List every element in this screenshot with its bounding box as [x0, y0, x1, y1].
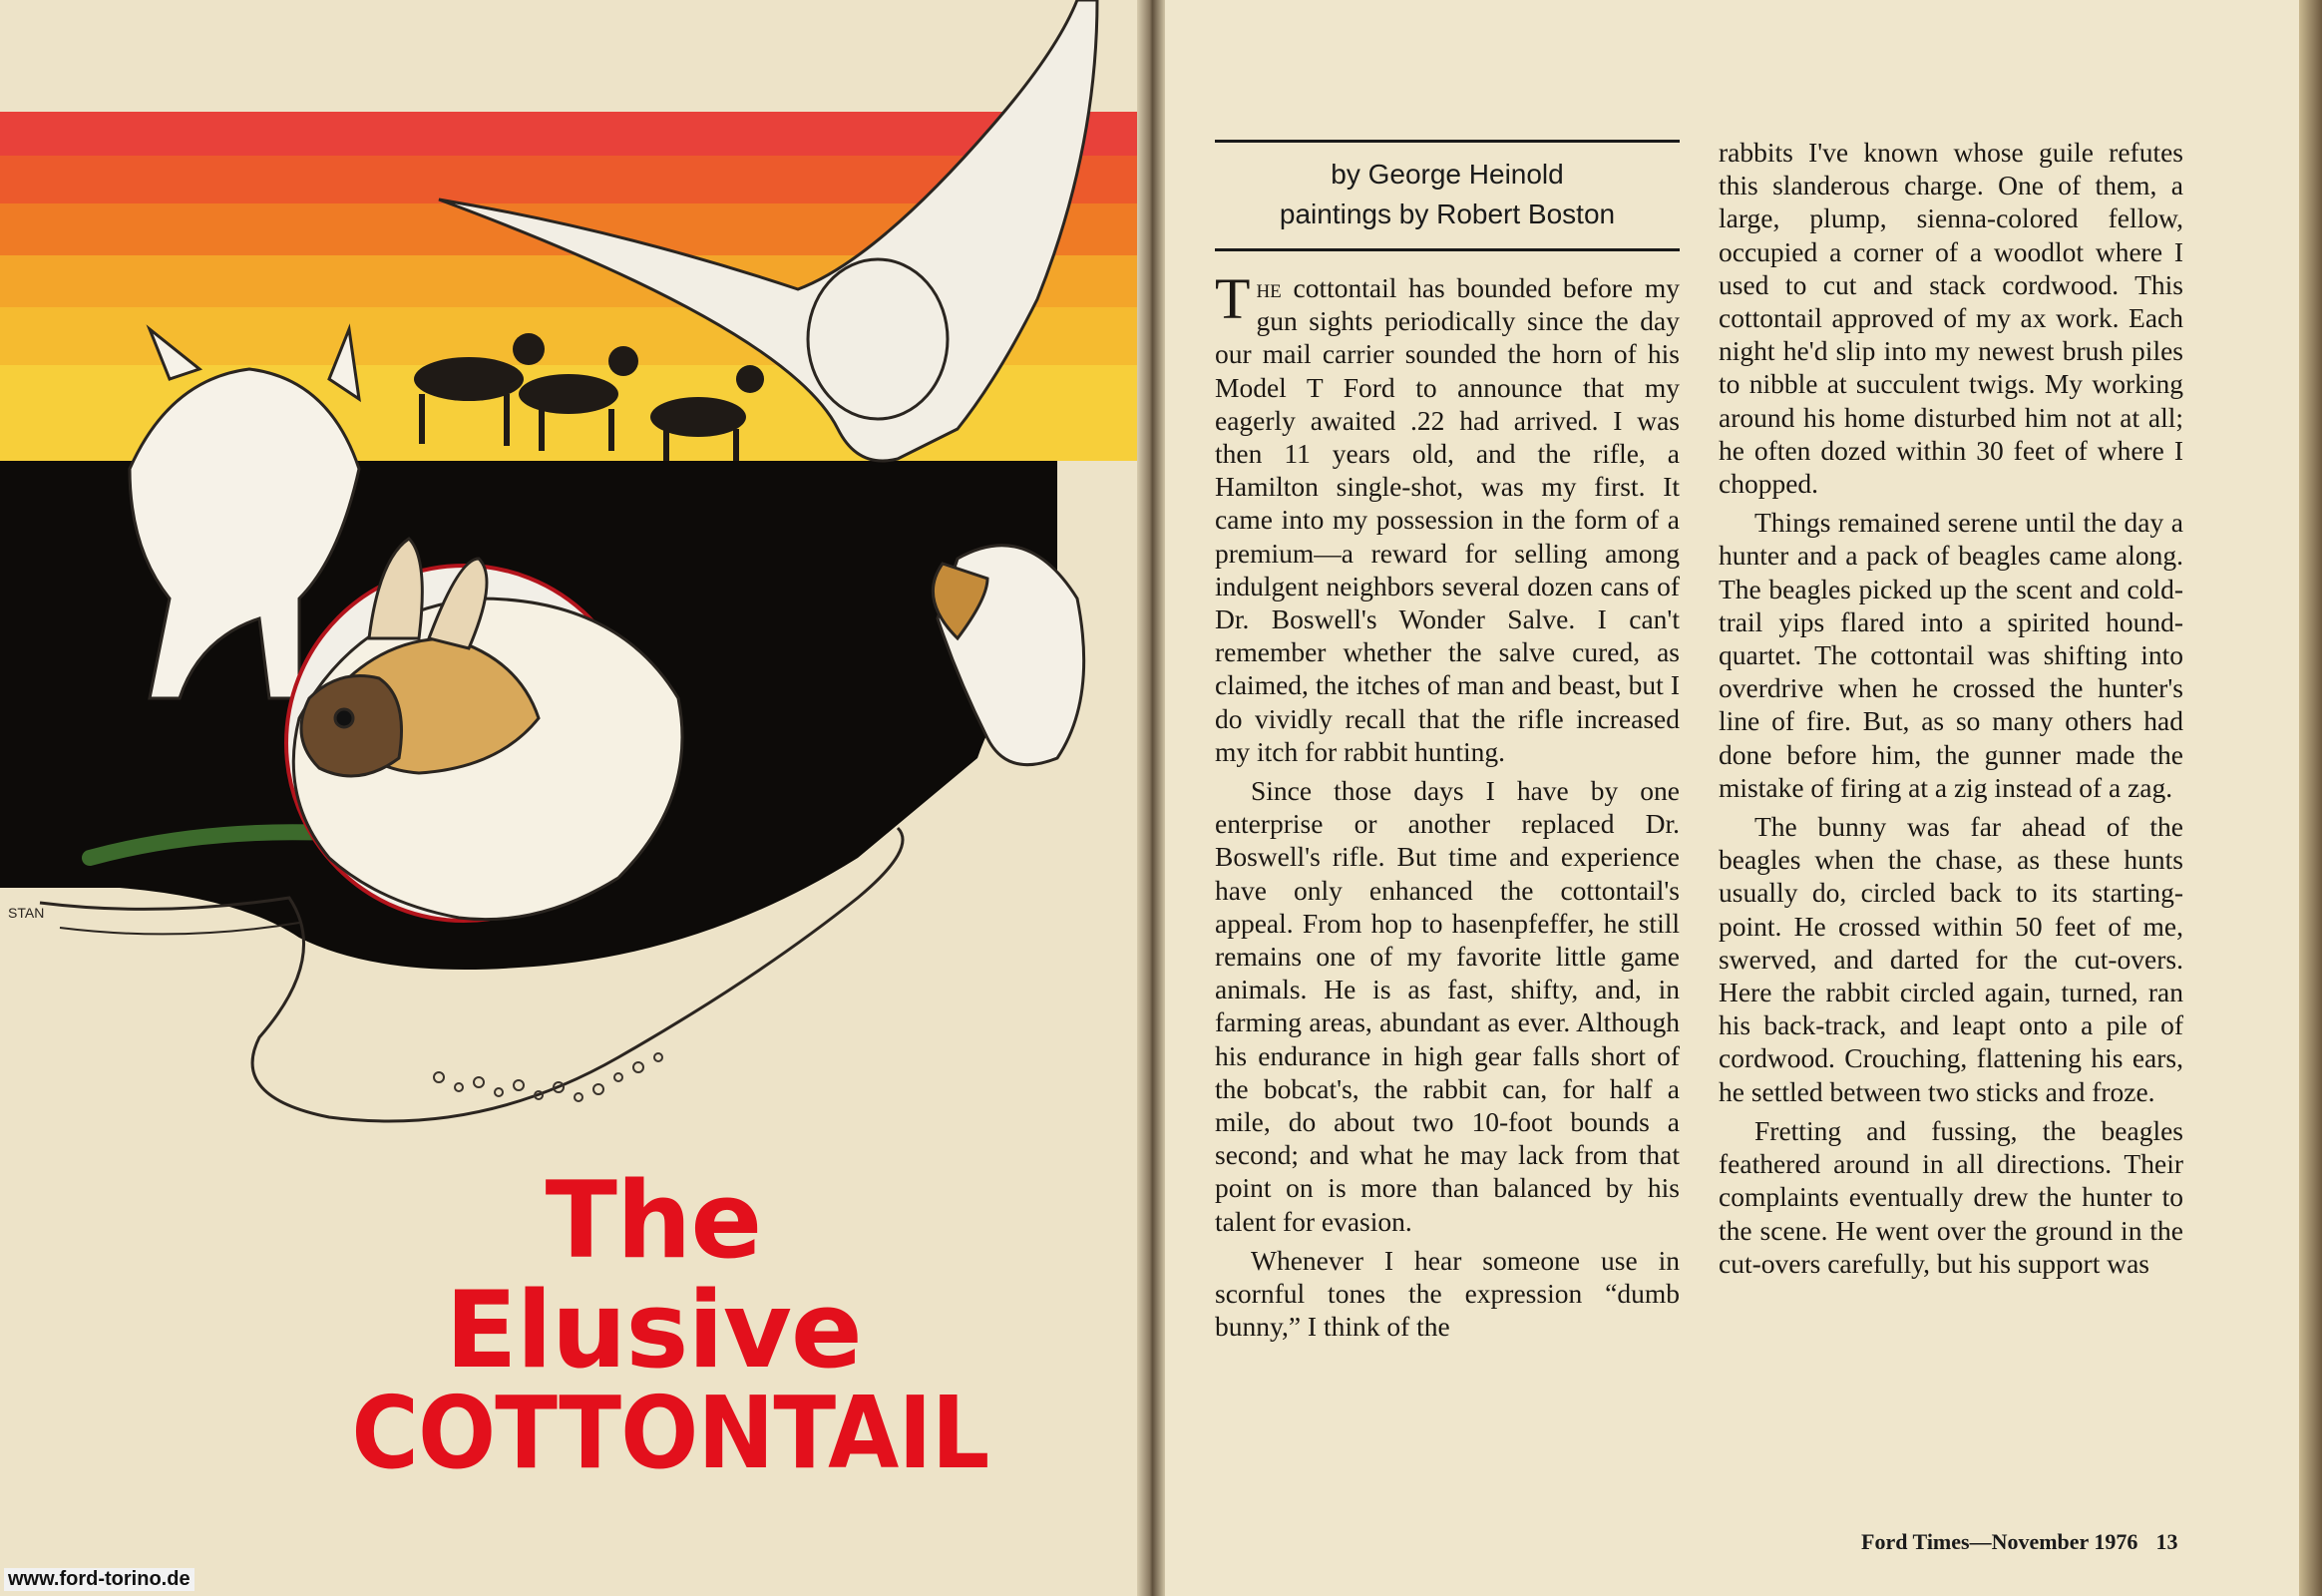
article-credits	[1215, 140, 1680, 251]
article-title-line1: The	[545, 1159, 762, 1282]
paragraph: The bunny was far ahead of the beagles when the chase, as these hunts usually do, circled back to its starting-point. He crossed within 50 feet of me, swerved, and darted for the cut-overs. Here the rabbit circled again, turned, ran his back-track, and leapt onto a pile of cordwood. Crouching, flattening his ears, he settled between two sticks and froze.	[1719, 811, 2183, 1107]
cottontail-illustration	[0, 0, 1137, 1167]
byline: by George Heinold	[1331, 159, 1564, 190]
paragraph: rabbits I've known whose guile refutes this slanderous charge. One of them, a large, plump, sienna-colored fellow, occupied a corner of a woodlot where I used to cut and stack cordwood. This cottontail approved of my ax work. Each night he'd slip into my newest brush piles to nibble at succulent twigs. My working around his home disturbed him not at all; he often dozed within 30 feet of where I chopped.	[1719, 137, 2183, 500]
source-watermark: www.ford-torino.de	[4, 1568, 194, 1591]
painter-credit: paintings by Robert Boston	[1279, 199, 1616, 229]
paragraph	[1215, 266, 1680, 768]
paragraph: Whenever I hear someone use in scornful tones the expression “dumb bunny,” I think of the	[1215, 1244, 1680, 1343]
page-number: 13	[2155, 1529, 2178, 1554]
paragraph: Since those days I have by one enterprise or another replaced Dr. Boswell's rifle. But time and experience have only enhanced the cottontail's appeal. From hop to hasenpfeffer, he still remains one of my favorite little game animals. He is as fast, shifty, and, in farming areas, abundant as ever. Although his endurance in high gear falls short of the bobcat's, the rabbit can, for half a mile, do about two 10-foot bounds a second; and what he may lack from that point on is more than balanced by his talent for evasion.	[1215, 775, 1680, 1237]
article-title-line3: COTTONTAIL	[351, 1375, 989, 1491]
page-footer	[1861, 1529, 2177, 1555]
page-edge	[2299, 0, 2322, 1596]
paragraph-text: cottontail has bounded before my gun sights periodically since the day our mail carrier sounded the horn of his Model T Ford to announce that my eagerly awaited .22 had arrived. I was then 11 years old, and the rifle, a Hamilton single-shot, was my first. It came into my possession in the form of a premium—a reward for selling among indulgent neighbors several dozen cans of Dr. Boswell's Wonder Salve. I can't remember whether the salve cured, as claimed, the itches of man and beast, but I do vividly recall that the rifle increased my itch for rabbit hunting.	[1215, 272, 1680, 767]
drop-cap: T	[1215, 266, 1251, 331]
small-caps-word: he	[1256, 272, 1282, 303]
stripe-red	[0, 112, 1137, 156]
article-title-line2: Elusive	[445, 1269, 862, 1392]
artist-signature: STAN	[8, 905, 45, 921]
text-column-1	[1215, 266, 1680, 1350]
text-column-2	[1719, 136, 2183, 1286]
paragraph: Things remained serene until the day a hunter and a pack of beagles came along. The beagles picked up the scent and cold-trail yips flared into a spirited hound-quartet. The cottontail was shifting into overdrive when he crossed the hunter's line of fire. But, as so many others had done before him, the gunner made the mistake of firing at a zig instead of a zag.	[1719, 507, 2183, 803]
page-gutter	[1137, 0, 1165, 1596]
paragraph: Fretting and fussing, the beagles feathered around in all directions. Their complaints eventually drew the hunter to the scene. He went over the ground in the cut-overs carefully, but his support was	[1719, 1114, 2183, 1279]
publication-credit: Ford Times—November 1976	[1861, 1529, 2138, 1554]
pebbles	[434, 1053, 662, 1101]
